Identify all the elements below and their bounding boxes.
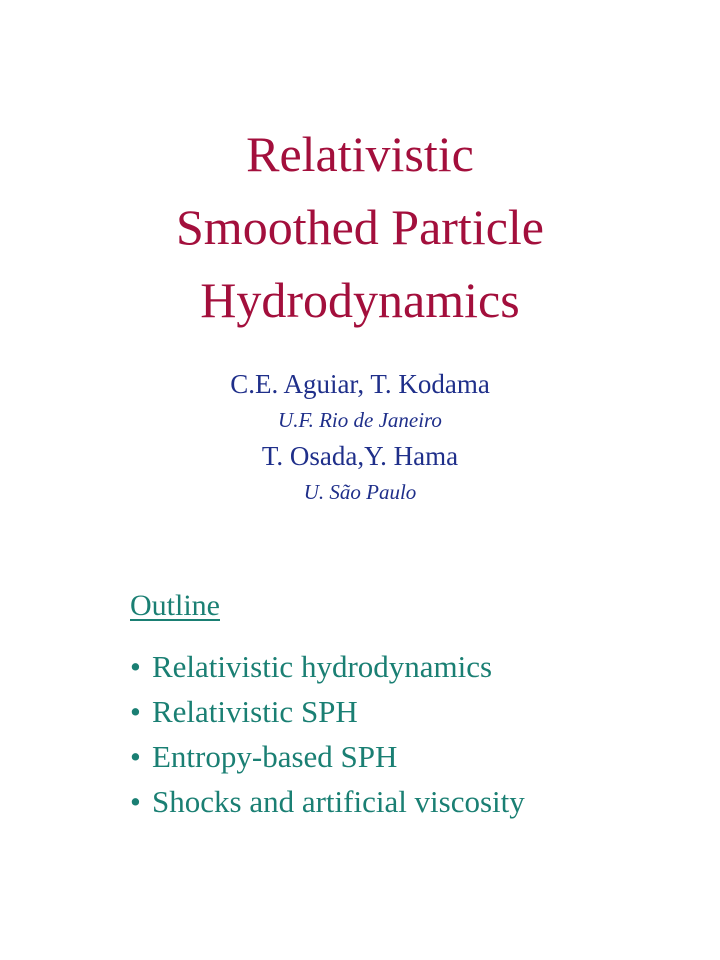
title-line: Hydrodynamics xyxy=(200,272,520,328)
title-line: Relativistic xyxy=(246,126,474,182)
author-affiliation: U.F. Rio de Janeiro xyxy=(278,408,442,432)
author-block xyxy=(0,366,720,510)
outline-list xyxy=(130,644,525,824)
bullet-icon: • xyxy=(130,739,141,774)
author-names: C.E. Aguiar, T. Kodama xyxy=(230,369,490,399)
bullet-icon: • xyxy=(130,784,141,819)
outline-section xyxy=(130,586,525,824)
outline-item-label: Shocks and artificial viscosity xyxy=(152,784,525,819)
outline-item xyxy=(130,689,525,734)
outline-heading: Outline xyxy=(130,589,220,622)
outline-item-label: Relativistic SPH xyxy=(152,694,358,729)
bullet-icon: • xyxy=(130,694,141,729)
outline-item xyxy=(130,779,525,824)
author-affiliation: U. São Paulo xyxy=(303,480,417,504)
bullet-icon: • xyxy=(130,649,141,684)
slide-title xyxy=(0,118,720,337)
outline-item xyxy=(130,644,525,689)
outline-item-label: Relativistic hydrodynamics xyxy=(152,649,493,684)
outline-item-label: Entropy-based SPH xyxy=(152,739,398,774)
author-names: T. Osada,Y. Hama xyxy=(261,441,459,471)
title-line: Smoothed Particle xyxy=(176,199,544,255)
outline-item xyxy=(130,734,525,779)
